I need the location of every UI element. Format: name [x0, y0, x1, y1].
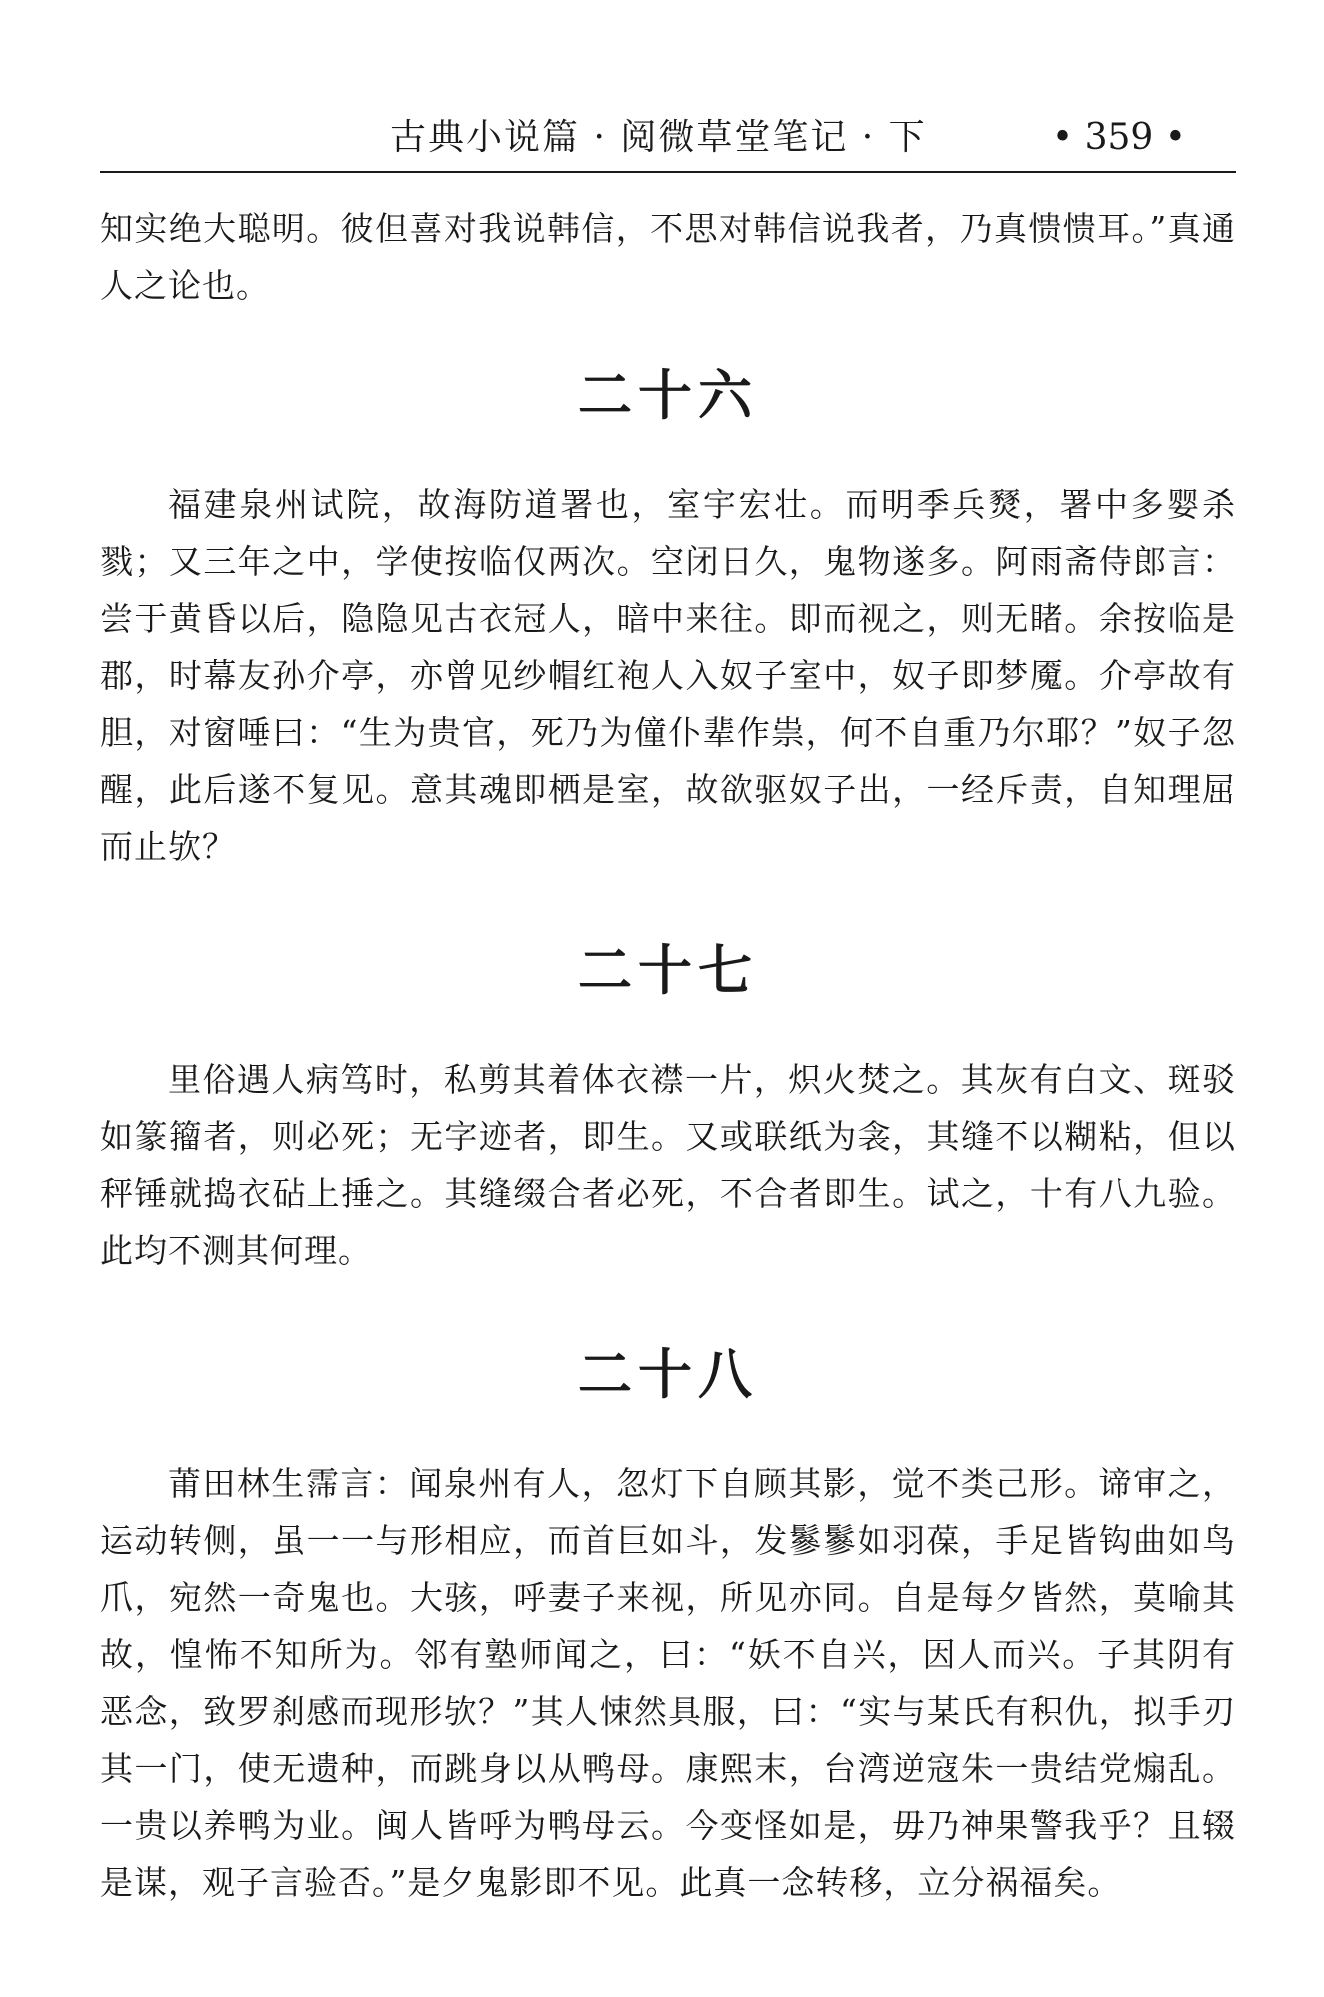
header-rule: [100, 171, 1236, 173]
header-title: 古典小说篇 · 阅微草堂笔记 · 下: [390, 117, 927, 158]
page-body: [100, 200, 1236, 1911]
section-heading-27: 二十七: [578, 939, 758, 1002]
page-number: • 359 •: [1051, 117, 1186, 158]
section-paragraph-28: 莆田林生霈言：闻泉州有人，忽灯下自顾其影，觉不类己形。谛审之，运动转侧，虽一一与形相应，而首巨如斗，发鬖鬖如羽葆，手足皆钩曲如鸟爪，宛然一奇鬼也。大骇，呼妻子来视，所见亦同。自是每夕皆然，莫喻其故，惶怖不知所为。邻有塾师闻之，曰：“妖不自兴，因人而兴。子其阴有恶念，致罗刹感而现形欤？”其人悚然具服，曰：“实与某氏有积仇，拟手刃其一门，使无遗种，而跳身以从鸭母。康熙末，台湾逆寇朱一贵结党煽乱。一贵以养鸭为业。闽人皆呼为鸭母云。今变怪如是，毋乃神果警我乎？且辍是谋，观子言验否。”是夕鬼影即不见。此真一念转移，立分祸福矣。: [100, 1464, 1236, 1902]
section-paragraph-26: 福建泉州试院，故海防道署也，室宇宏壮。而明季兵燹，署中多婴杀戮；又三年之中，学使按临仅两次。空闭日久，鬼物遂多。阿雨斋侍郎言：尝于黄昏以后，隐隐见古衣冠人，暗中来往。即而视之，则无睹。余按临是郡，时幕友孙介亭，亦曾见纱帽红袍人入奴子室中，奴子即梦魇。介亭故有胆，对窗唾曰：“生为贵官，死乃为僮仆辈作祟，何不自重乃尔耶？”奴子忽醒，此后遂不复见。意其魂即栖是室，故欲驱奴子出，一经斥责，自知理屈而止欤？: [100, 485, 1236, 866]
running-header: [100, 108, 1236, 168]
section-paragraph-27: 里俗遇人病笃时，私剪其着体衣襟一片，炽火焚之。其灰有白文、斑驳如篆籀者，则必死；无字迹者，即生。又或联纸为衾，其缝不以糊粘，但以秤锤就捣衣砧上捶之。其缝缀合者必死，不合者即生。试之，十有八九验。此均不测其何理。: [100, 1060, 1236, 1270]
section-heading-26: 二十六: [578, 364, 758, 427]
intro-paragraph: 知实绝大聪明。彼但喜对我说韩信，不思对韩信说我者，乃真愦愦耳。”真通人之论也。: [100, 209, 1236, 305]
section-heading-28: 二十八: [578, 1343, 758, 1406]
